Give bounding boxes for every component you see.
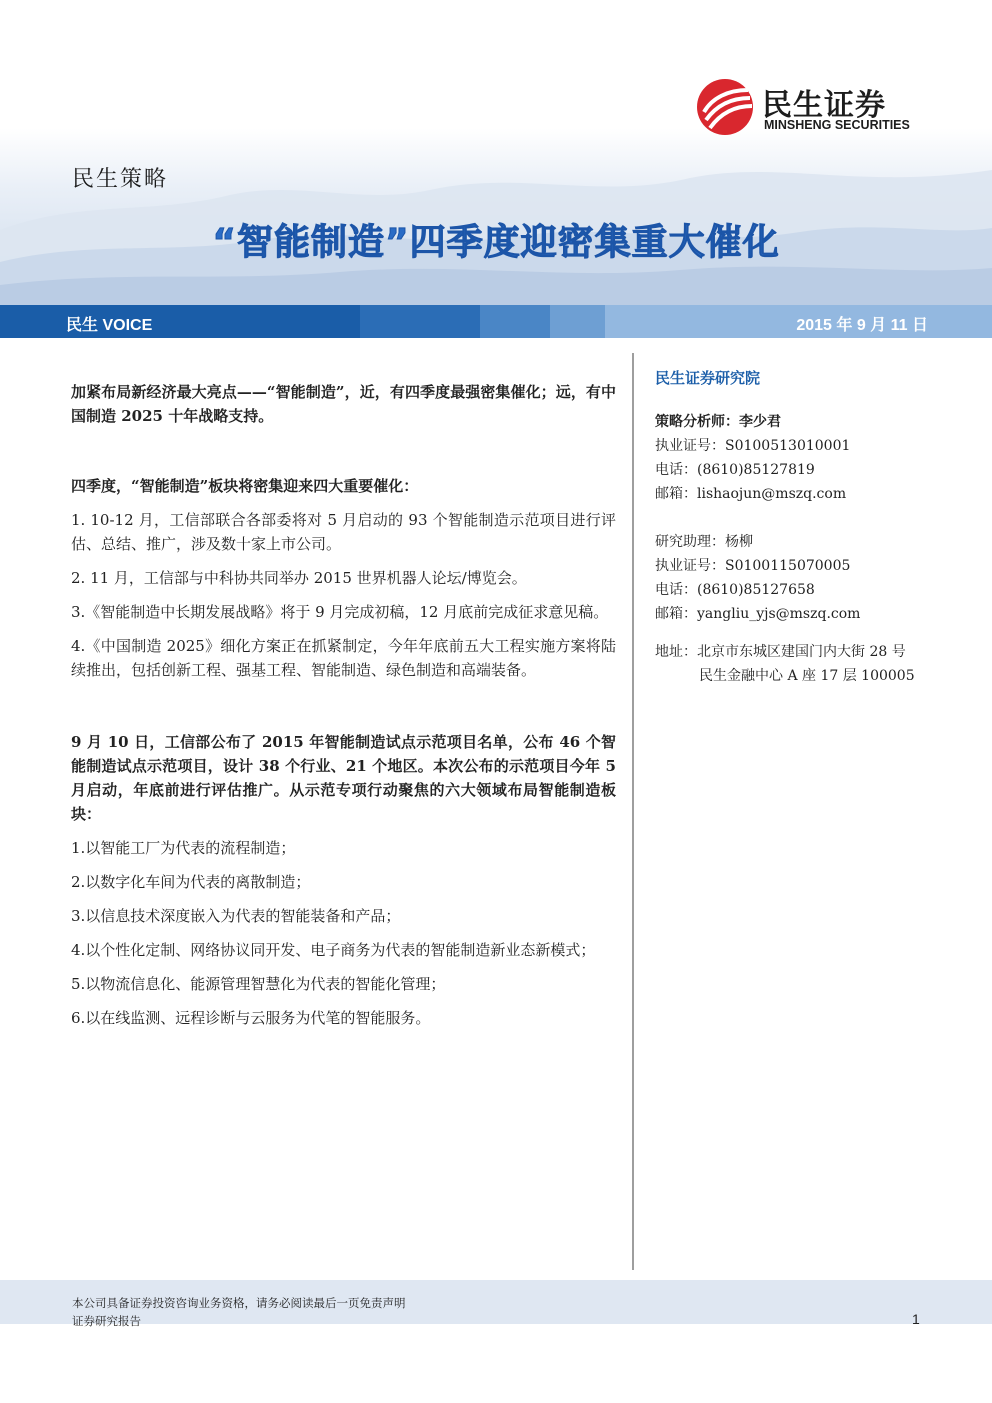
q4-heading: 四季度，“智能制造”板块将密集迎来四大重要催化： — [71, 477, 419, 495]
analyst-email: 邮箱：lishaojun@mszq.com — [655, 486, 847, 502]
q4-item: 2. 11 月，工信部与中科协共同举办 2015 世界机器人论坛/博览会。 — [71, 569, 527, 587]
sector-item: 4.以个性化定制、网络协议同开发、电子商务为代表的智能制造新业态新模式； — [71, 941, 596, 959]
address-line: 地址：北京市东城区建国门内大街 28 号 — [655, 644, 906, 660]
bar-segment — [480, 305, 550, 338]
spacer — [655, 506, 955, 530]
address-line: 民生金融中心 A 座 17 层 100005 — [699, 668, 915, 684]
sep10-heading: 9 月 10 日，工信部公布了 2015 年智能制造试点示范项目名单，公布 46 个智能制造试点示范项目，设计 38 个行业、21 个地区。本次公布的示范项目今年 5 月启动，年底前进行评估推广。从示范专项行动聚焦的六大领域布局智能制造板块： — [71, 733, 616, 823]
analyst-license: 执业证号：S0100513010001 — [655, 438, 851, 454]
assistant-license: 执业证号：S0100115070005 — [655, 558, 851, 574]
column-divider — [632, 353, 634, 1270]
q4-item: 1. 10-12 月，工信部联合各部委将对 5 月启动的 93 个智能制造示范项目进行评估、总结、推广，涉及数十家上市公司。 — [71, 511, 616, 553]
sector-item: 3.以信息技术深度嵌入为代表的智能装备和产品； — [71, 907, 401, 925]
logo-english-name: MINSHENG SECURITIES — [764, 118, 910, 132]
bar-segment — [360, 305, 480, 338]
assistant-email: 邮箱：yangliu_yjs@mszq.com — [655, 606, 861, 622]
sector-item: 5.以物流信息化、能源管理智慧化为代表的智能化管理； — [71, 975, 446, 993]
analyst-name: 策略分析师：李少君 — [655, 414, 781, 430]
main-content — [71, 380, 616, 1030]
bar-segment — [550, 305, 605, 338]
report-title: “智能制造”四季度迎密集重大催化 — [212, 222, 780, 263]
q4-item: 3.《智能制造中长期发展战略》将于 9 月完成初稿，12 月底前完成征求意见稿。 — [71, 603, 609, 621]
analyst-sidebar — [655, 366, 955, 688]
q4-item: 4.《中国制造 2025》细化方案正在抓紧制定，今年年底前五大工程实施方案将陆续推出，包括创新工程、强基工程、智能制造、绿色制造和高端装备。 — [71, 637, 616, 679]
institute-name: 民生证券研究院 — [655, 369, 761, 387]
footer-report-type: 证券研究报告 — [72, 1314, 141, 1328]
sector-item: 2.以数字化车间为代表的离散制造； — [71, 873, 311, 891]
logo-chinese-name: 民生证券 — [762, 88, 886, 123]
analyst-phone: 电话：(8610)85127819 — [655, 462, 815, 478]
minsheng-logo-icon — [696, 78, 754, 136]
voice-bar — [0, 305, 992, 338]
report-date: 2015 年 9 月 11 日 — [796, 317, 928, 334]
minsheng-logo — [696, 78, 926, 138]
voice-label: 民生 VOICE — [66, 317, 153, 334]
sector-item: 6.以在线监测、远程诊断与云服务为代笔的智能服务。 — [71, 1009, 431, 1027]
spacer — [655, 626, 955, 640]
assistant-phone: 电话：(8610)85127658 — [655, 582, 815, 598]
footer-disclaimer: 本公司具备证券投资咨询业务资格，请务必阅读最后一页免责声明 — [72, 1296, 406, 1310]
section-label: 民生策略 — [72, 167, 169, 192]
sector-item: 1.以智能工厂为代表的流程制造； — [71, 839, 296, 857]
page-number: 1 — [912, 1311, 920, 1327]
assistant-name: 研究助理：杨柳 — [655, 534, 753, 550]
summary-paragraph: 加紧布局新经济最大亮点——“智能制造”，近，有四季度最强密集催化；远，有中国制造 2025 十年战略支持。 — [71, 383, 616, 425]
